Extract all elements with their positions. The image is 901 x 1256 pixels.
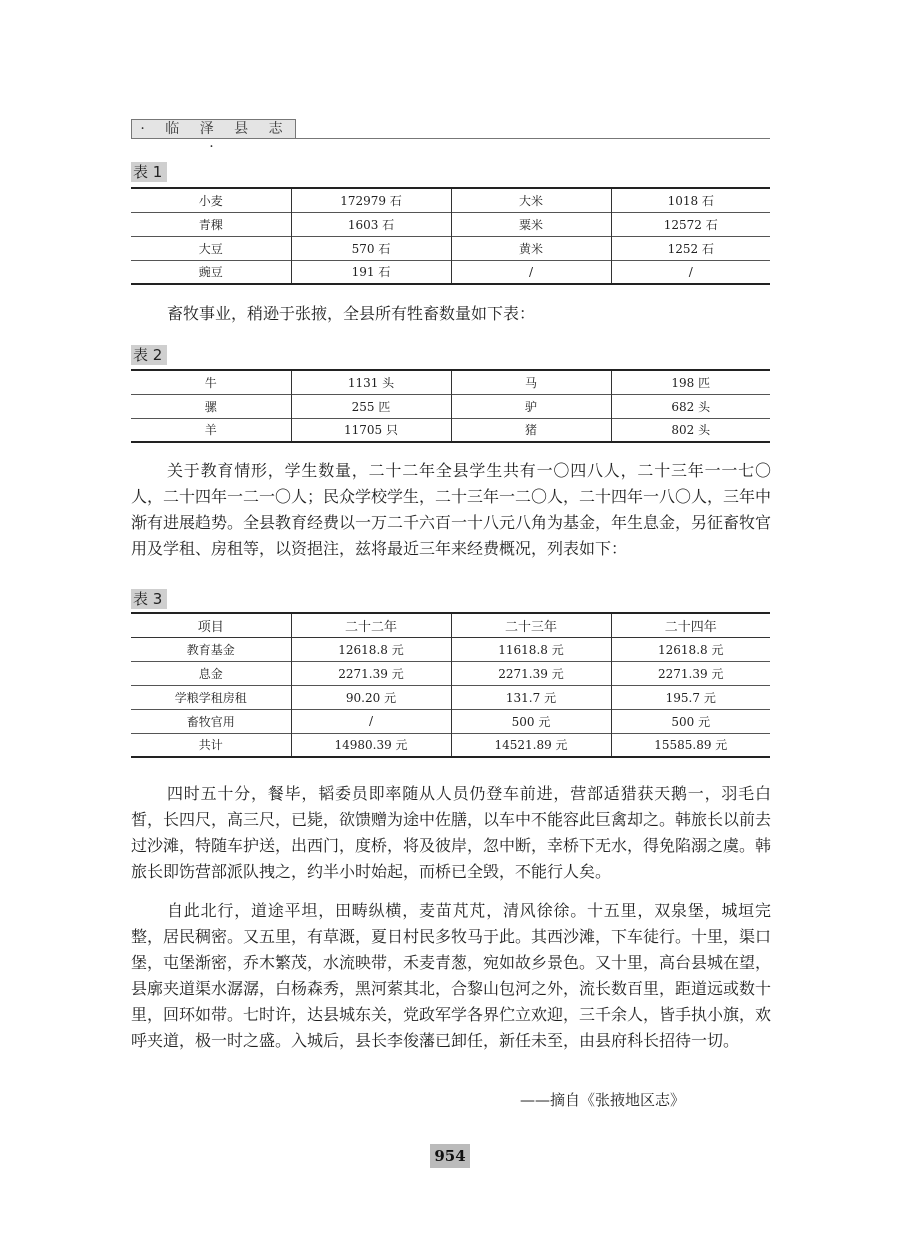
table-cell: 500 元 — [611, 709, 770, 733]
table-cell: 14980.39 元 — [291, 733, 451, 757]
table-row — [131, 661, 770, 685]
table-cell: 1252 石 — [611, 236, 770, 260]
paragraph-journey-north: 自此北行，道途平坦，田畴纵横，麦苗芃芃，清风徐徐。十五里，双泉堡，城垣完整，居民稠密。又五里，有草溉，夏日村民多牧马于此。其西沙滩，下车徒行。十里，渠口堡，屯堡渐密，乔木繁茂，水流映带，禾麦青葱，宛如故乡景色。又十里，高台县城在望，县廓夹道渠水潺潺，白杨森秀，黑河萦其北，合黎山包河之外，流长数百里，距道远或数十里，回环如带。七时许，达县城东关，党政军学各界伫立欢迎，三千余人，皆手执小旗，欢呼夹道，极一时之盛。入城后，县长李俊藩已卸任，新任未至，由县府科长招待一切。 — [131, 901, 772, 1050]
table-row — [131, 212, 770, 236]
table-cell: 共计 — [131, 733, 291, 757]
header-title: · 临 泽 县 志 · — [140, 121, 291, 155]
table-cell: 90.20 元 — [291, 685, 451, 709]
table-row — [131, 260, 770, 284]
table-cell: / — [611, 260, 770, 284]
table-cell: 12572 石 — [611, 212, 770, 236]
table-cell: 198 匹 — [611, 370, 770, 394]
table-row — [131, 685, 770, 709]
table-cell: 学粮学租房租 — [131, 685, 291, 709]
table-cell: 131.7 元 — [451, 685, 611, 709]
table-cell: 2271.39 元 — [611, 661, 770, 685]
page-number: 954 — [430, 1144, 470, 1168]
table-cell: 682 头 — [611, 394, 770, 418]
table-cell: 大豆 — [131, 236, 291, 260]
table-cell: 2271.39 元 — [291, 661, 451, 685]
table1-grain — [131, 187, 770, 285]
table-cell: 1603 石 — [291, 212, 451, 236]
table-cell: 14521.89 元 — [451, 733, 611, 757]
table-cell: 大米 — [451, 188, 611, 212]
table-cell: 12618.8 元 — [291, 637, 451, 661]
table-cell: 2271.39 元 — [451, 661, 611, 685]
table-row — [131, 418, 770, 442]
table-header-cell: 项目 — [131, 613, 291, 637]
table-cell: 1131 头 — [291, 370, 451, 394]
table-cell: 牛 — [131, 370, 291, 394]
header-rule — [296, 138, 770, 139]
table-cell: 11618.8 元 — [451, 637, 611, 661]
table-cell: 青稞 — [131, 212, 291, 236]
source-citation: ——摘自《张掖地区志》 — [520, 1091, 686, 1109]
table-cell: 15585.89 元 — [611, 733, 770, 757]
table1-label: 表 1 — [131, 162, 167, 182]
paragraph-livestock-intro: 畜牧事业，稍逊于张掖，全县所有牲畜数量如下表： — [167, 304, 536, 323]
table-cell: 骡 — [131, 394, 291, 418]
table-cell: 羊 — [131, 418, 291, 442]
table-cell: 息金 — [131, 661, 291, 685]
table-cell: 570 石 — [291, 236, 451, 260]
table-cell: 小麦 — [131, 188, 291, 212]
table-row — [131, 370, 770, 394]
table-cell: 驴 — [451, 394, 611, 418]
table-row — [131, 733, 770, 757]
table-cell: 11705 只 — [291, 418, 451, 442]
table-cell: 172979 石 — [291, 188, 451, 212]
table-cell: / — [451, 260, 611, 284]
table-cell: 191 石 — [291, 260, 451, 284]
table-cell: 畜牧官用 — [131, 709, 291, 733]
table2-label: 表 2 — [131, 345, 167, 365]
table-cell: 黄米 — [451, 236, 611, 260]
table-cell: 500 元 — [451, 709, 611, 733]
table-cell: 粟米 — [451, 212, 611, 236]
table-row — [131, 188, 770, 212]
table-cell: 教育基金 — [131, 637, 291, 661]
table-header-row — [131, 613, 770, 637]
table-header-cell: 二十三年 — [451, 613, 611, 637]
table-row — [131, 394, 770, 418]
header-title-box — [131, 119, 296, 155]
table-cell: 255 匹 — [291, 394, 451, 418]
table-header-cell: 二十四年 — [611, 613, 770, 637]
table-header-cell: 二十二年 — [291, 613, 451, 637]
table-cell: 802 头 — [611, 418, 770, 442]
paragraph-journey-bridge: 四时五十分，餐毕，韬委员即率随从人员仍登车前进，营部适猎获天鹅一，羽毛白皙，长四尺，高三尺，已毙，欲馈赠为途中佐膳，以车中不能容此巨禽却之。韩旅长以前去过沙滩，特随车护送，出西门，度桥，将及彼岸，忽中断，幸桥下无水，得免陷溺之虞。韩旅长即饬营部派队拽之，约半小时始起，而桥已全毁，不能行人矣。 — [131, 784, 772, 881]
table-row — [131, 709, 770, 733]
table-cell: 195.7 元 — [611, 685, 770, 709]
table3-education-funds — [131, 612, 770, 758]
table-row — [131, 236, 770, 260]
table-cell: 12618.8 元 — [611, 637, 770, 661]
table-cell: 马 — [451, 370, 611, 394]
table-cell: 1018 石 — [611, 188, 770, 212]
paragraph-education: 关于教育情形，学生数量，二十二年全县学生共有一〇四八人，二十三年一一七〇人，二十四年一二一〇人；民众学校学生，二十三年一二〇人，二十四年一八〇人，三年中渐有进展趋势。全县教育经费以一万二千六百一十八元八角为基金，年生息金，另征畜牧官用及学租、房租等，以资挹注，兹将最近三年来经费概况，列表如下： — [131, 461, 772, 558]
table3-label: 表 3 — [131, 589, 167, 609]
table-cell: 豌豆 — [131, 260, 291, 284]
table2-livestock — [131, 369, 770, 443]
table-row — [131, 637, 770, 661]
table-cell: / — [291, 709, 451, 733]
table-cell: 猪 — [451, 418, 611, 442]
